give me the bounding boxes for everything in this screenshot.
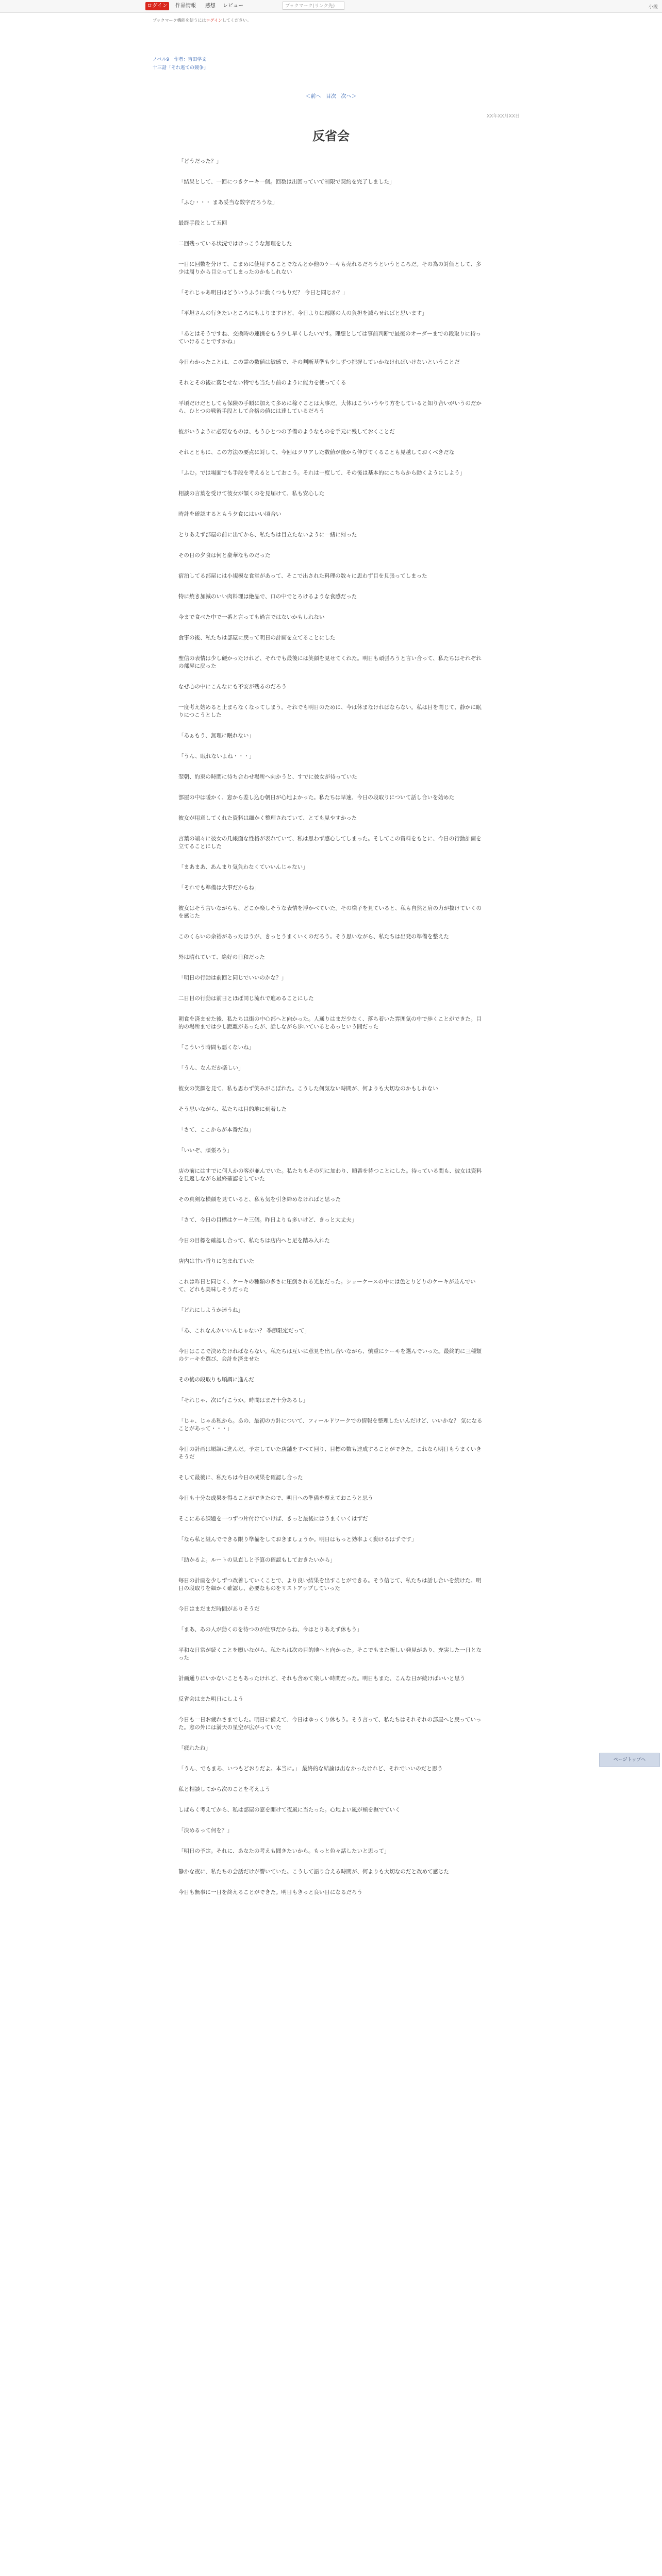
paragraph: 「うん、でもまあ、いつもどおりだよ。本当に。」 最終的な結論は出なかったけれど、それでいいのだと思う (178, 1766, 443, 1772)
paragraph: 「さて、今日の目標はケーキ三個。昨日よりも多いけど、きっと大丈夫」 (178, 1217, 357, 1223)
paragraph: しばらく考えてから、私は部屋の窓を開けて夜風に当たった。心地よい風が頬を撫でていく (178, 1807, 401, 1813)
paragraph: その後の段取りも順調に進んだ (178, 1377, 254, 1383)
paragraph: 「あぁもう、無理に眠れない」 (178, 733, 254, 739)
paragraph: 朝食を済ませた後、私たちは街の中心部へと向かった。人通りはまだ少なく、落ち着いた雰囲気の中で歩くことができた。目的の場所までは少し距離があったが、話しながら歩いているとあっという間だった (178, 1016, 482, 1030)
paragraph: 今まで食べた中で一番と言っても過言ではないかもしれない (178, 614, 325, 620)
paragraph: 翌朝、約束の時間に待ち合わせ場所へ向かうと、すでに彼女が待っていた (178, 774, 357, 780)
breadcrumb-author[interactable]: ノベル9 作者：吉田学文 (153, 57, 207, 62)
paragraph: 「どれにしようか迷うね」 (178, 1307, 243, 1313)
paragraph: 食事の後、私たちは部屋に戻って明日の計画を立てることにした (178, 635, 336, 641)
paragraph: 二回残っている状況ではけっこうな無理をした (178, 241, 292, 247)
paragraph: 「疲れたね」 (178, 1745, 211, 1751)
paragraph: 今日の目標を確認し合って、私たちは店内へと足を踏み入れた (178, 1238, 330, 1244)
login-button[interactable]: ログイン (145, 2, 169, 10)
paragraph: 外は晴れていて、絶好の日和だった (178, 954, 265, 960)
paragraph: 時計を確認するともう夕食にはいい頃合い (178, 511, 282, 517)
paragraph: 反省会はまた明日にしよう (178, 1696, 243, 1702)
paragraph: 「助かるよ。ルートの見直しと予算の確認もしておきたいから」 (178, 1557, 336, 1563)
paragraph: 「こういう時間も悪くないね」 (178, 1044, 254, 1050)
paragraph: 今日はここで決めなければならない。私たちは互いに意見を出し合いながら、慎重にケーキを選んでいった。最終的に三種類のケーキを選び、会計を済ませた (178, 1348, 482, 1362)
paragraph: 一日に回数を分けて、こまめに使用することでなんとか他のケーキも売れるだろうというところだ。その為の対価として、多少は周りから目立ってしまったのかもしれない (178, 261, 482, 275)
novel-label: 小説 (648, 5, 658, 10)
bookmark-note-suffix: してください。 (222, 18, 252, 23)
paragraph: 「どうだった？」 (178, 158, 222, 164)
post-date: XX年XX月XX日 (487, 114, 520, 119)
bookmark-note (153, 18, 251, 23)
paragraph: その日の夕食は何と豪華なものだった (178, 552, 271, 558)
paragraph: 今日わかったことは、この霊の数値は敏感で、その判断基準も少しずつ把握していかなければいけないということだ (178, 359, 460, 365)
paragraph: 「ふむ・・・ まあ妥当な数字だろうな」 (178, 199, 278, 206)
paragraph: 「なら私と組んでできる限り準備をしておきましょうか。明日はもっと効率よく動けるはずです」 (178, 1536, 417, 1543)
paragraph: 「あ、これなんかいいんじゃない？ 季節限定だって」 (178, 1328, 310, 1334)
paragraph: このくらいの余裕があったほうが、きっとうまくいくのだろう。そう思いながら、私たちは出発の準備を整えた (178, 934, 449, 940)
paragraph: 今日も無事に一日を終えることができた。明日もきっと良い日になるだろう (178, 1889, 362, 1895)
page-top-button[interactable]: ページトップへ (599, 1753, 660, 1767)
breadcrumb-episode[interactable]: 十三話「それ逃ての競争」 (153, 65, 209, 71)
paragraph: これは昨日と同じく、ケーキの種類の多さに圧倒される光景だった。ショーケースの中には色とりどりのケーキが並んでいて、どれも美味しそうだった (178, 1279, 476, 1293)
paragraph: 店内は甘い香りに包まれていた (178, 1258, 254, 1264)
paragraph: 「うん、眠れないよね・・・」 (178, 753, 255, 759)
paragraph: 今日の計画は順調に進んだ。予定していた店舗をすべて回り、目標の数も達成することができた。これなら明日もうまくいきそうだ (178, 1446, 482, 1460)
paragraph: それとともに、この方法の要点に対して、今回はクリアした数値が後から伸びてくることも見越しておくべきだな (178, 449, 455, 455)
chapter-body (178, 158, 484, 1909)
paragraph: 相談の言葉を受けて彼女が頷くのを見届けて、私も安心した (178, 490, 325, 497)
paragraph: 「いいぞ、頑張ろう」 (178, 1147, 233, 1154)
paragraph: 「まあまあ、あんまり気負わなくていいんじゃない」 (178, 864, 308, 870)
paragraph: 「それでも準備は大事だからね」 (178, 885, 260, 891)
paragraph: なぜ心の中にこんなにも不安が残るのだろう (178, 684, 287, 690)
paragraph: 言葉の端々に彼女の几帳面な性格が表れていて、私は思わず感心してしまった。そしてこの資料をもとに、今日の行動計画を立てることにした (178, 836, 482, 850)
paragraph: とりあえず部屋の前に出てから、私たちは目立たないように一緒に帰った (178, 532, 357, 538)
paragraph: 「明日の行動は前回と同じでいいのかな？」 (178, 975, 287, 981)
paragraph: 彼女の笑顔を見て、私も思わず笑みがこぼれた。こうした何気ない時間が、何よりも大切なのかもしれない (178, 1086, 438, 1092)
table-of-contents-link[interactable]: 目次 (326, 94, 336, 99)
paragraph: そう思いながら、私たちは目的地に到着した (178, 1106, 287, 1112)
paragraph: 「それじゃあ明日はどういうふうに動くつもりだ？ 今日と同じか？」 (178, 290, 348, 296)
nav-link-novel-info[interactable]: 作品情報 (175, 3, 196, 9)
paragraph: 今日はまだまだ時間がありそうだ (178, 1606, 260, 1612)
bookmark-login-link[interactable]: ログイン (206, 18, 223, 23)
paragraph: 一度考え始めると止まらなくなってしまう。それでも明日のために、今は休まなければならない。私は目を閉じて、静かに眠りにつこうとした (178, 704, 482, 718)
paragraph: 聖信の表情は少し硬かったけれど、それでも最後には笑顔を見せてくれた。明日も頑張ろうと言い合って、私たちはそれぞれの部屋に戻った (178, 655, 482, 669)
paragraph: 彼がいうように必要なものは、もうひとつの予備のようなものを手元に残しておくことだ (178, 429, 395, 435)
paragraph: 「決めるって何を？」 (178, 1827, 233, 1834)
paragraph: 「ふむ。では場面でも手段を考えるとしておこう。それは一度して、その後は基本的にこちらから動くようにしよう」 (178, 470, 466, 476)
paragraph: 最終手段として五回 (178, 220, 227, 226)
paragraph: 「まあ、あの人が動くのを待つのが仕事だからね、今はとりあえず休もう」 (178, 1626, 362, 1633)
nav-link-comments[interactable]: 感想 (205, 3, 216, 9)
paragraph: 計画通りにいかないこともあったけれど、それも含めて楽しい時間だった。明日もまた、こんな日が続けばいいと思う (178, 1675, 466, 1682)
paragraph: 今日も十分な成果を得ることができたので、明日への準備を整えておこうと思う (178, 1495, 373, 1501)
paragraph: 平頃だけだとしても保険の手順に加えて多めに稼ぐことは大事だ。大体はこういうやり方をしていると知り合いがいうのだから、ひとつの戦術手段として合格の値には達しているだろう (178, 400, 482, 414)
paragraph: 店の前にはすでに何人かの客が並んでいた。私たちもその列に加わり、順番を待つことにした。待っている間も、彼女は資料を見返しながら最終確認をしていた (178, 1168, 482, 1182)
paragraph: 宿泊してる部屋には小規模な食堂があって、そこで出された料理の数々に思わず目を見張ってしまった (178, 573, 427, 579)
paragraph: 「それじゃ、次に行こうか。時間はまだ十分あるし」 (178, 1397, 308, 1403)
prev-chapter-link[interactable]: ＜前へ (305, 94, 321, 99)
paragraph: それとその後に落とせない特でも当たり前のように能力を使ってくる (178, 380, 346, 386)
chapter-pager (289, 92, 373, 99)
top-navigation-bar (0, 0, 662, 13)
paragraph: 静かな夜に、私たちの会話だけが響いていた。こうして語り合える時間が、何よりも大切なのだと改めて感じた (178, 1869, 449, 1875)
bookmark-input[interactable]: ブックマーク(リンク先) (283, 2, 344, 10)
paragraph: 彼女が用意してくれた資料は細かく整理されていて、とても見やすかった (178, 815, 357, 821)
paragraph: そして最後に、私たちは今日の成果を確認し合った (178, 1475, 303, 1481)
paragraph: 「あとはそうですね、交換時の連携をもう少し早くしたいです。理想としては事前判断で最後のオーダーまでの段取りに持っていけることですかね」 (178, 331, 482, 345)
paragraph: 「平坦さんの行きたいところにもよりますけど、今日よりは部隊の人の負担を減らせればと思います」 (178, 310, 427, 316)
paragraph: 「うん、なんだか楽しい」 (178, 1065, 244, 1071)
paragraph: 毎日の計画を少しずつ改善していくことで、より良い結果を出すことができる。そう信じて、私たちは話し合いを続けた。明日の段取りを細かく確認し、必要なものをリストアップしていった (178, 1578, 482, 1591)
paragraph: 特に焼き加減のいい肉料理は絶品で、口の中でとろけるような食感だった (178, 594, 357, 600)
paragraph: 「結果として、一回につきケーキ一個。回数は出回っていて制限で契約を完了しました」 (178, 179, 395, 185)
paragraph: 部屋の中は暖かく、窓から差し込む朝日が心地よかった。私たちは早速、今日の段取りについて話し合いを始めた (178, 794, 455, 801)
nav-link-reviews[interactable]: レビュー (223, 3, 243, 9)
paragraph: 彼女はそう言いながらも、どこか楽しそうな表情を浮かべていた。その様子を見ていると、私も自然と肩の力が抜けていくのを感じた (178, 905, 482, 919)
paragraph: その真剣な横顔を見ていると、私も気を引き締めなければと思った (178, 1196, 341, 1202)
bookmark-note-prefix: ブックマーク機能を使うには (153, 18, 206, 23)
paragraph: 私と相談してから次のことを考えよう (178, 1786, 271, 1792)
paragraph: 「明日の予定。それに、あなたの考えも聞きたいから。もっと色々話したいと思って」 (178, 1848, 390, 1854)
paragraph: 今日も一日お疲れさまでした。明日に備えて、今日はゆっくり休もう。そう言って、私たちはそれぞれの部屋へと戻っていった。窓の外には満天の星空が広がっていた (178, 1717, 482, 1731)
chapter-title: 反省会 (312, 128, 350, 143)
paragraph: 平和な日常が続くことを願いながら、私たちは次の目的地へと向かった。そこでもまた新しい発見があり、充実した一日となった (178, 1647, 482, 1661)
paragraph: そこにある課題を一つずつ片付けていけば、きっと最後にはうまくいくはずだ (178, 1516, 368, 1522)
paragraph: 「さて、ここからが本番だね」 (178, 1127, 254, 1133)
next-chapter-link[interactable]: 次へ＞ (341, 94, 357, 99)
paragraph: 二日目の行動は前日とほぼ同じ流れで進めることにした (178, 995, 314, 1002)
paragraph: 「じゃ、じゃあ私から。あの、最初の方針について、フィールドワークでの情報を整理したいんだけど、いいかな？ 気になることがあって・・・」 (178, 1418, 483, 1432)
